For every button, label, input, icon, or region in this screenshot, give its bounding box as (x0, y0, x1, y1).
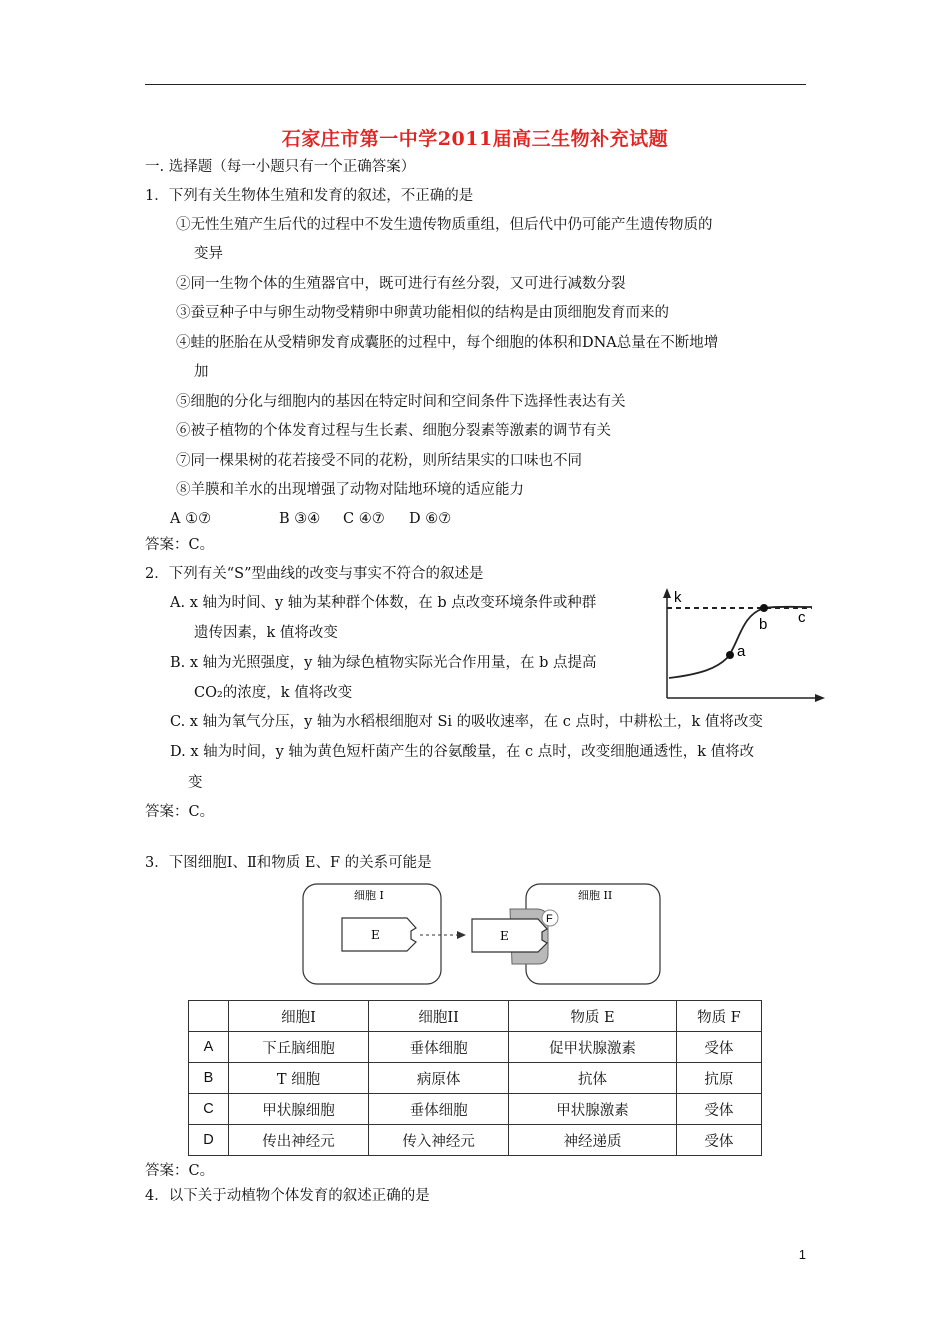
q3-stem: 3．下图细胞Ⅰ、Ⅱ和物质 E、F 的关系可能是 (145, 855, 432, 871)
label-a: a (737, 643, 746, 660)
label-k: k (674, 589, 682, 606)
q1-option-d: D ⑥⑦ (409, 511, 452, 527)
table-header-cell: 物质 E (509, 1001, 677, 1032)
q2-option-d-cont: 变 (188, 775, 203, 791)
q1-statement-6: ⑥被子植物的个体发育过程与生长素、细胞分裂素等激素的调节有关 (176, 423, 611, 439)
table-cell: 传入神经元 (369, 1125, 509, 1156)
label-f: F (546, 913, 553, 925)
header-rule (145, 84, 806, 85)
q2-option-a-cont: 遗传因素，k 值将改变 (194, 625, 338, 641)
table-cell: 病原体 (369, 1063, 509, 1094)
page-number: 1 (798, 1247, 806, 1262)
y-axis-arrow (663, 588, 671, 598)
table-cell: 促甲状腺激素 (509, 1032, 677, 1063)
transport-arrowhead (457, 931, 466, 939)
q1-statement-4-cont: 加 (194, 364, 209, 380)
q4-stem: 4．以下关于动植物个体发育的叙述正确的是 (145, 1188, 430, 1204)
q1-statement-2: ②同一生物个体的生殖器官中，既可进行有丝分裂，又可进行减数分裂 (176, 276, 626, 292)
table-header-row (189, 1001, 762, 1032)
table-cell: 抗体 (509, 1063, 677, 1094)
q1-answer: 答案：C。 (145, 537, 215, 553)
table-row (189, 1094, 762, 1125)
table-cell: 受体 (676, 1032, 761, 1063)
q3-answer-table (188, 1000, 762, 1156)
table-header-cell: 物质 F (676, 1001, 761, 1032)
q2-option-a: A. x 轴为时间、y 轴为某种群个体数，在 b 点改变环境条件或种群 (170, 595, 597, 611)
q1-option-a: A ①⑦ (170, 511, 212, 527)
substance-e-bound (472, 919, 547, 952)
q1-statement-5: ⑤细胞的分化与细胞内的基因在特定时间和空间条件下选择性表达有关 (176, 394, 626, 410)
q1-statement-1: ①无性生殖产生后代的过程中不发生遗传物质重组，但后代中仍可能产生遗传物质的 (176, 217, 713, 233)
q1-statement-1-cont: 变异 (194, 246, 223, 262)
q1-statement-3: ③蚕豆种子中与卵生动物受精卵中卵黄功能相似的结构是由顶细胞发育而来的 (176, 305, 669, 321)
table-header-cell: 细胞I (229, 1001, 369, 1032)
q3-answer: 答案：C。 (145, 1163, 215, 1179)
table-row (189, 1063, 762, 1094)
table-cell: 垂体细胞 (369, 1032, 509, 1063)
table-cell: 甲状腺细胞 (229, 1094, 369, 1125)
q2-option-b-cont: CO₂的浓度，k 值将改变 (194, 685, 353, 701)
q2-option-b: B. x 轴为光照强度，y 轴为绿色植物实际光合作用量，在 b 点提高 (170, 655, 597, 671)
table-cell: 垂体细胞 (369, 1094, 509, 1125)
table-cell: 神经递质 (509, 1125, 677, 1156)
label-c: c (798, 609, 806, 626)
table-header-cell: 细胞II (369, 1001, 509, 1032)
table-cell: 下丘脑细胞 (229, 1032, 369, 1063)
q1-statement-8: ⑧羊膜和羊水的出现增强了动物对陆地环境的适应能力 (176, 482, 524, 498)
cell-diagram (302, 880, 664, 986)
table-row (189, 1125, 762, 1156)
table-cell: A (189, 1032, 229, 1063)
point-b (760, 604, 768, 612)
s-curve-graph (657, 586, 827, 704)
label-cell-2: 细胞 II (578, 889, 613, 902)
table-header-cell (189, 1001, 229, 1032)
section-heading: 一. 选择题（每一小题只有一个正确答案） (145, 159, 416, 175)
table-cell: 受体 (676, 1125, 761, 1156)
table-cell: D (189, 1125, 229, 1156)
q2-option-d: D. x 轴为时间，y 轴为黄色短杆菌产生的谷氨酸量，在 c 点时，改变细胞通透性，k 值将改 (170, 744, 755, 760)
table-cell: 受体 (676, 1094, 761, 1125)
label-e-2: E (500, 929, 509, 943)
label-cell-1: 细胞 I (354, 889, 384, 902)
label-e-1: E (371, 928, 380, 942)
table-cell: T 细胞 (229, 1063, 369, 1094)
table-cell: B (189, 1063, 229, 1094)
point-a (726, 651, 734, 659)
table-cell: 抗原 (676, 1063, 761, 1094)
q2-option-c: C. x 轴为氧气分压，y 轴为水稻根细胞对 Si 的吸收速率，在 c 点时，中耕松土，k 值将改变 (170, 714, 763, 730)
q2-stem: 2．下列有关“S”型曲线的改变与事实不符合的叙述是 (145, 566, 484, 582)
q1-stem: 1．下列有关生物体生殖和发育的叙述，不正确的是 (145, 188, 474, 204)
q2-answer: 答案：C。 (145, 804, 215, 820)
table-cell: 传出神经元 (229, 1125, 369, 1156)
q1-statement-7: ⑦同一棵果树的花若接受不同的花粉，则所结果实的口味也不同 (176, 453, 582, 469)
q1-option-b: B ③④ (279, 511, 321, 527)
page-title: 石家庄市第一中学2011届高三生物补充试题 (281, 128, 669, 150)
x-axis-arrow (815, 694, 825, 702)
table-cell: 甲状腺激素 (509, 1094, 677, 1125)
q1-option-c: C ④⑦ (343, 511, 385, 527)
table-cell: C (189, 1094, 229, 1125)
label-b: b (759, 616, 768, 633)
table-row (189, 1032, 762, 1063)
q1-statement-4: ④蛙的胚胎在从受精卵发育成囊胚的过程中，每个细胞的体积和DNA总量在不断地增 (176, 335, 719, 351)
